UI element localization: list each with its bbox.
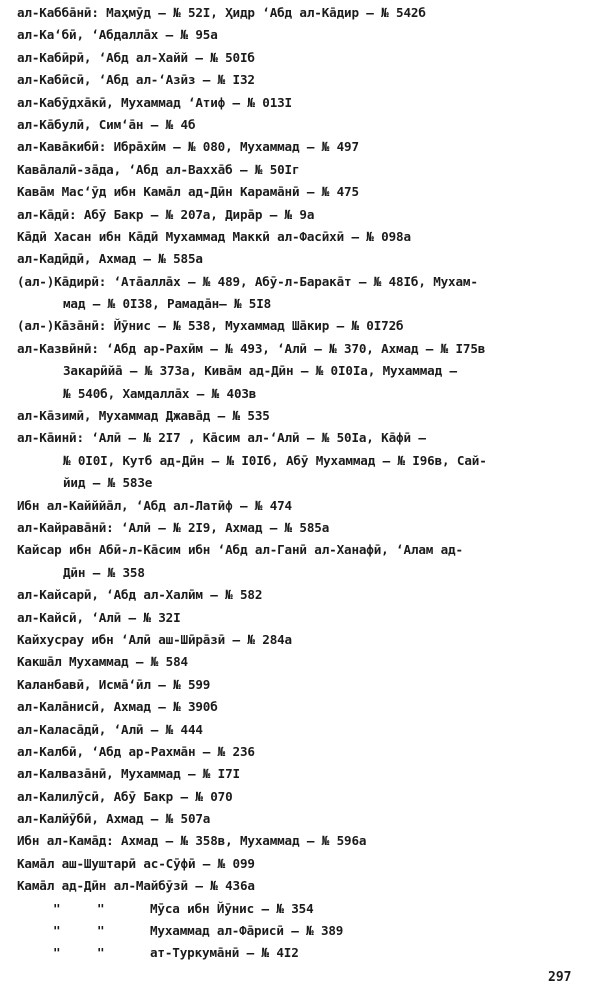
index-entry: ал-Кабӣсӣ, ʻАбд ал-ʻАзӣз – № I32 xyxy=(17,72,255,88)
index-entry: Кайсар ибн Абӣ-л-Кāсим ибн ʻАбд ал-Ганӣ ал-Ханафӣ, ʻАлам ад- xyxy=(17,542,463,558)
index-entry: ал-Кадӣдӣ, Ахмад – № 585а xyxy=(17,251,203,267)
ditto-mark: " xyxy=(97,945,105,961)
index-entry-continuation: Дӣн – № 358 xyxy=(63,564,145,580)
index-entry: (ал-)Кāдирӣ: ʻАтāаллāх – № 489, Абӯ-л-Баракāт – № 48Iб, Мухам- xyxy=(17,273,478,289)
index-entry-continuation: йид – № 583е xyxy=(63,475,153,491)
ditto-mark: " xyxy=(53,900,61,916)
index-entry: ал-Кабӯдхāкӣ, Мухаммад ʻАтиф – № 013I xyxy=(17,94,292,110)
index-entry: ал-Кāинӣ: ʻАлӣ – № 2I7 , Кāсим ал-ʻАлӣ – № 50Iа, Кāфӣ – xyxy=(17,430,426,446)
index-entry: ал-Калāнисӣ, Ахмад – № 390б xyxy=(17,699,218,715)
index-entry-continuation: № 0I0I, Кутб ад-Дӣн – № I0Iб, Абӯ Мухаммад – № I96в, Сай- xyxy=(63,452,487,468)
index-entry: ал-Кайсарӣ, ʻАбд ал-Халӣм – № 582 xyxy=(17,587,263,603)
index-entry: Кавāлалӣ-зāда, ʻАбд ал-Ваххāб – № 50Iг xyxy=(17,161,300,177)
index-entry-continuation: № 540б, Хамдаллāх – № 403в xyxy=(63,385,257,401)
index-entry: ал-Калбӣ, ʻАбд ар-Рахмāн – № 236 xyxy=(17,743,255,759)
ditto-mark: " xyxy=(53,945,61,961)
index-entry: ал-Казвӣнӣ: ʻАбд ар-Рахӣм – № 493, ʻАлӣ – № 370, Ахмад – № I75в xyxy=(17,340,486,356)
index-entry: ал-Кāзимӣ, Мухаммад Джавāд – № 535 xyxy=(17,408,270,424)
index-entry: ал-Калилӯсӣ, Абӯ Бакр – № 070 xyxy=(17,788,233,804)
ditto-entry-text: Мухаммад ал-Фāрисӣ – № 389 xyxy=(150,923,344,939)
index-entry-continuation: мад – № 0I38, Рамадāн– № 5I8 xyxy=(63,296,272,312)
index-entry: ал-Кāдӣ: Абӯ Бакр – № 207а, Дирāр – № 9а xyxy=(17,206,315,222)
index-entries xyxy=(17,2,602,965)
index-entry: ал-Кāбулӣ, Симʻāн – № 4б xyxy=(17,116,196,132)
index-entry-ditto xyxy=(17,942,602,964)
ditto-mark: " xyxy=(97,923,105,939)
ditto-entry-text: ат-Туркумāнӣ – № 4I2 xyxy=(150,945,299,961)
index-entry: ал-Кабӣрӣ, ʻАбд ал-Хайй – № 50Iб xyxy=(17,49,255,65)
index-entry-ditto xyxy=(17,920,602,942)
index-entry: Кāдӣ Хасан ибн Кāдӣ Мухаммад Маккӣ ал-Фасӣхӣ – № 098а xyxy=(17,228,411,244)
ditto-mark: " xyxy=(53,923,61,939)
index-entry-continuation: Закарӣйā – № 373а, Кивāм ад-Дӣн – № 0I0Iа, Мухаммад – xyxy=(63,363,457,379)
index-entry: (ал-)Кāзāнӣ: Йӯнис – № 538, Мухаммад Шāкир – № 0I72б xyxy=(17,318,404,334)
index-entry: ал-Кайсӣ, ʻАлӣ – № 32I xyxy=(17,609,181,625)
index-entry: ал-Кайравāнӣ: ʻАлӣ – № 2I9, Ахмад – № 585а xyxy=(17,519,330,535)
index-entry: Каланбавӣ, Исмāʻӣл – № 599 xyxy=(17,676,211,692)
ditto-mark: " xyxy=(97,900,105,916)
index-entry: ал-Калвазāнӣ, Мухаммад – № I7I xyxy=(17,766,240,782)
index-entry: Кавāм Масʻӯд ибн Камāл ад-Дӣн Карамāнӣ – № 475 xyxy=(17,184,359,200)
index-entry: ал-Калйӯбӣ, Ахмад – № 507а xyxy=(17,811,211,827)
index-entry: Ибн ал-Кайййāл, ʻАбд ал-Латӣф – № 474 xyxy=(17,497,292,513)
page-number: 297 xyxy=(548,970,572,985)
ditto-entry-text: Мӯса ибн Йӯнис – № 354 xyxy=(150,900,314,916)
index-entry: ал-Кавāкибӣ: Ибрāхӣм – № 080, Мухаммад – № 497 xyxy=(17,139,359,155)
index-entry: ал-Каʻбӣ, ʻАбдаллāх – № 95а xyxy=(17,27,218,43)
index-entry: Кайхусрау ибн ʻАлӣ аш-Шӣрāзӣ – № 284а xyxy=(17,631,292,647)
index-entry: Камāл аш-Шуштарӣ ас-Сӯфӣ – № 099 xyxy=(17,855,255,871)
index-entry: Какшāл Мухаммад – № 584 xyxy=(17,654,188,670)
index-entry: Ибн ал-Камāд: Ахмад – № 358в, Мухаммад – № 596а xyxy=(17,833,367,849)
index-entry: ал-Каббāнӣ: Маҳмӯд – № 52I, Ҳидр ʻАбд ал-Кāдир – № 542б xyxy=(17,5,426,20)
index-entry: ал-Каласāдӣ, ʻАлӣ – № 444 xyxy=(17,721,203,737)
index-entry-ditto xyxy=(17,898,602,920)
index-entry: Камāл ад-Дӣн ал-Майбӯзӣ – № 436а xyxy=(17,878,255,894)
